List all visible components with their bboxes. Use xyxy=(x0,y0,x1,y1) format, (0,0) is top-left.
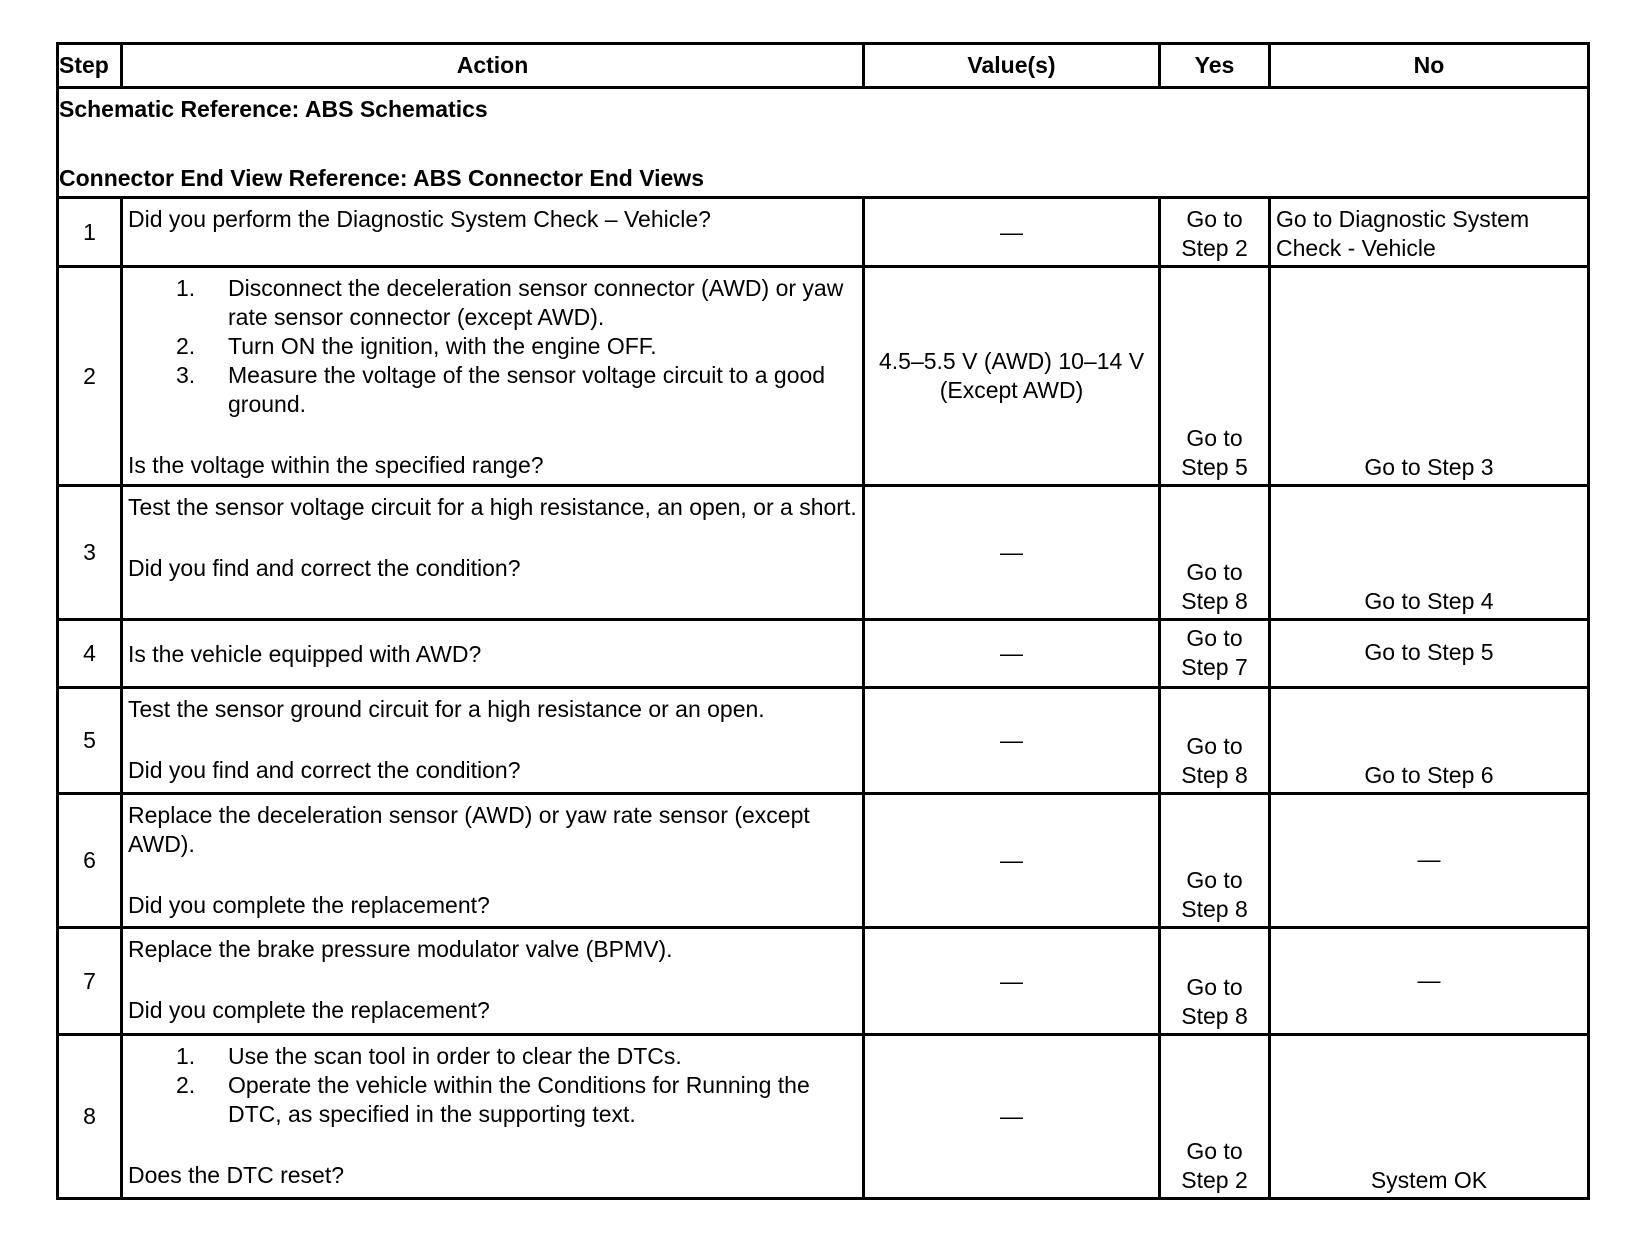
value-cell: — xyxy=(864,1035,1160,1199)
table-row xyxy=(58,267,1589,486)
action-text: Did you perform the Diagnostic System Check – Vehicle? xyxy=(122,198,864,267)
table-row xyxy=(58,794,1589,928)
question-text: Is the voltage within the specified range? xyxy=(128,452,544,478)
list-item: 2. Turn ON the ignition, with the engine OFF. xyxy=(176,333,657,359)
yes-cell: Go to Step 5 xyxy=(1160,267,1270,486)
action-text: Replace the deceleration sensor (AWD) or yaw rate sensor (except AWD). xyxy=(128,802,810,857)
action-cell xyxy=(122,486,864,620)
step-number: 1 xyxy=(58,198,122,267)
action-text: Test the sensor voltage circuit for a high resistance, an open, or a short. xyxy=(128,494,857,520)
no-cell: Go to Step 3 xyxy=(1270,267,1589,486)
no-cell: Go to Step 4 xyxy=(1270,486,1589,620)
no-cell: Go to Step 6 xyxy=(1270,688,1589,794)
no-cell: — xyxy=(1270,794,1589,928)
step-number: 3 xyxy=(58,486,122,620)
header-row xyxy=(58,44,1589,88)
question-text: Does the DTC reset? xyxy=(128,1162,345,1188)
action-list xyxy=(128,1042,858,1129)
header-values: Value(s) xyxy=(864,44,1160,88)
action-text: Test the sensor ground circuit for a high resistance or an open. xyxy=(128,696,765,722)
yes-cell: Go to Step 8 xyxy=(1160,928,1270,1035)
list-item: 3. Measure the voltage of the sensor voltage circuit to a good ground. xyxy=(176,362,826,417)
question-text: Did you complete the replacement? xyxy=(128,997,490,1023)
step-number: 5 xyxy=(58,688,122,794)
value-cell: — xyxy=(864,486,1160,620)
list-item: 1. Disconnect the deceleration sensor connector (AWD) or yaw rate sensor connector (except AWD). xyxy=(176,275,844,330)
table-row xyxy=(58,198,1589,267)
action-list xyxy=(128,274,858,419)
yes-cell: Go to Step 8 xyxy=(1160,794,1270,928)
diagnostic-table xyxy=(56,42,1590,1200)
action-text: Replace the brake pressure modulator valve (BPMV). xyxy=(128,936,673,962)
action-text: Is the vehicle equipped with AWD? xyxy=(122,620,864,688)
question-text: Did you complete the replacement? xyxy=(128,892,490,918)
value-cell: 4.5–5.5 V (AWD) 10–14 V (Except AWD) xyxy=(864,267,1160,486)
step-number: 8 xyxy=(58,1035,122,1199)
value-cell: — xyxy=(864,688,1160,794)
header-step: Step xyxy=(58,44,122,88)
step-number: 2 xyxy=(58,267,122,486)
yes-cell: Go to Step 8 xyxy=(1160,486,1270,620)
question-text: Did you find and correct the condition? xyxy=(128,757,521,783)
step-number: 4 xyxy=(58,620,122,688)
yes-cell: Go to Step 8 xyxy=(1160,688,1270,794)
list-item: 2. Operate the vehicle within the Conditions for Running the DTC, as specified in the supporting text. xyxy=(176,1072,810,1127)
step-number: 6 xyxy=(58,794,122,928)
header-no: No xyxy=(1270,44,1589,88)
value-cell: — xyxy=(864,794,1160,928)
yes-cell: Go to Step 2 xyxy=(1160,1035,1270,1199)
header-action: Action xyxy=(122,44,864,88)
action-cell xyxy=(122,267,864,486)
no-cell: Go to Diagnostic System Check - Vehicle xyxy=(1270,198,1589,267)
action-cell xyxy=(122,794,864,928)
table-row xyxy=(58,1035,1589,1199)
table-row xyxy=(58,620,1589,688)
action-cell xyxy=(122,928,864,1035)
header-yes: Yes xyxy=(1160,44,1270,88)
value-cell: — xyxy=(864,620,1160,688)
no-cell: — xyxy=(1270,928,1589,1035)
action-cell xyxy=(122,688,864,794)
value-cell: — xyxy=(864,198,1160,267)
table-row xyxy=(58,486,1589,620)
question-text: Did you find and correct the condition? xyxy=(128,555,521,581)
step-number: 7 xyxy=(58,928,122,1035)
no-cell: Go to Step 5 xyxy=(1270,620,1589,688)
list-item: 1. Use the scan tool in order to clear the DTCs. xyxy=(176,1043,682,1069)
value-cell: — xyxy=(864,928,1160,1035)
table-row xyxy=(58,928,1589,1035)
reference-row xyxy=(58,88,1589,198)
yes-cell: Go to Step 7 xyxy=(1160,620,1270,688)
action-cell xyxy=(122,1035,864,1199)
connector-reference: Connector End View Reference: ABS Connector End Views xyxy=(59,165,704,191)
yes-cell: Go to Step 2 xyxy=(1160,198,1270,267)
table-row xyxy=(58,688,1589,794)
schematic-reference: Schematic Reference: ABS Schematics xyxy=(59,96,488,122)
no-cell: System OK xyxy=(1270,1035,1589,1199)
